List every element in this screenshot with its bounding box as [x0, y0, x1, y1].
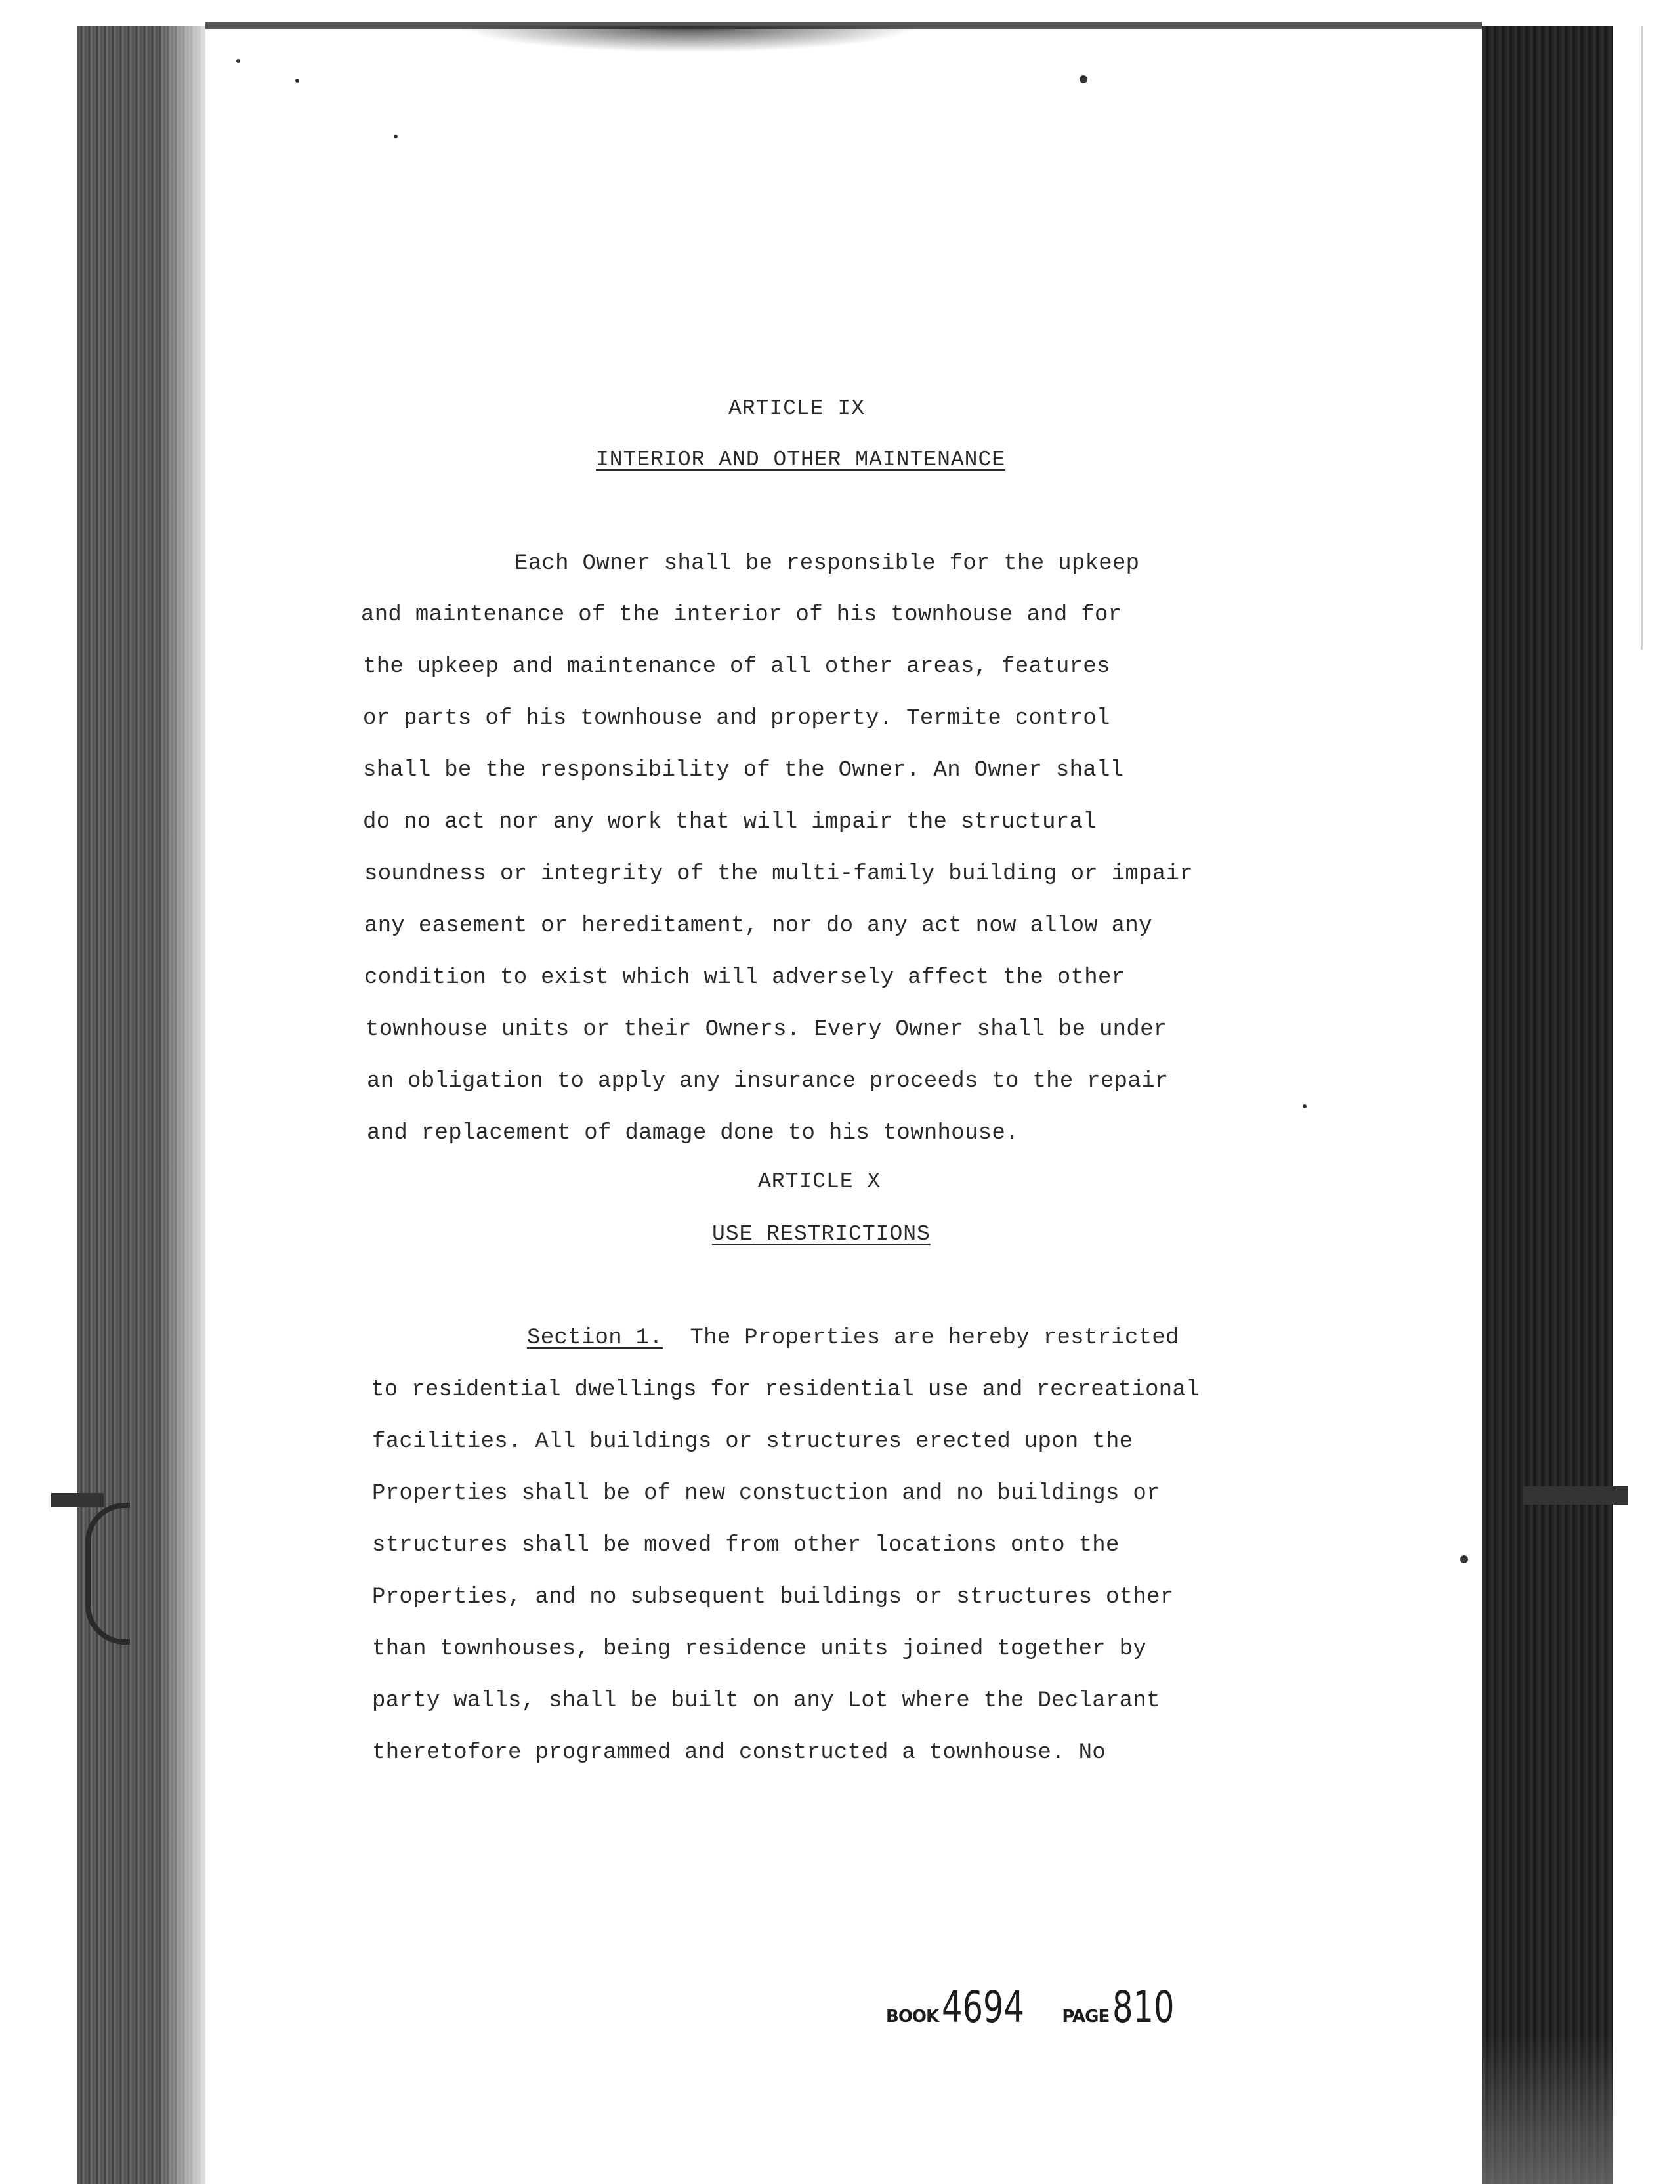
page-number: 810 — [1112, 1982, 1175, 2032]
body-line: the upkeep and maintenance of all other areas, features — [363, 654, 1110, 679]
body-line: an obligation to apply any insurance proceeds to the repair — [367, 1069, 1169, 1094]
section-1-label: Section 1. — [527, 1326, 663, 1351]
scan-right-rule — [1641, 26, 1643, 650]
body-line: any easement or hereditament, nor do any act now allow any — [364, 914, 1152, 938]
body-line-first — [527, 1326, 1179, 1351]
body-line: Each Owner shall be responsible for the upkeep — [514, 551, 1140, 576]
body-line: condition to exist which will adversely affect the other — [364, 965, 1125, 990]
body-line: and maintenance of the interior of his townhouse and for — [361, 602, 1122, 627]
binder-clip-right — [1522, 1486, 1628, 1505]
book-label: BOOK — [886, 2007, 939, 2026]
body-line: structures shall be moved from other locations onto the — [372, 1533, 1120, 1558]
scan-border-left-fade — [158, 26, 210, 2184]
page-label: PAGE — [1062, 2007, 1110, 2026]
body-line: or parts of his townhouse and property. Termite control — [363, 706, 1110, 731]
body-line: and replacement of damage done to his townhouse. — [367, 1121, 1019, 1146]
body-line: to residential dwellings for residential use and recreational — [371, 1377, 1200, 1402]
article-x-title: ARTICLE X — [758, 1169, 881, 1194]
body-line: theretofore programmed and constructed a townhouse. No — [372, 1740, 1106, 1765]
binder-clip-left — [51, 1493, 104, 1507]
body-line: Properties, and no subsequent buildings or structures other — [372, 1585, 1174, 1610]
body-line: townhouse units or their Owners. Every Owner shall be under — [366, 1017, 1167, 1042]
section-1-first-line: The Properties are hereby restricted — [690, 1326, 1179, 1351]
body-line: soundness or integrity of the multi-family building or impair — [364, 862, 1193, 887]
body-line: facilities. All buildings or structures erected upon the — [372, 1429, 1133, 1454]
speck-dot — [1303, 1104, 1307, 1108]
speck-dot — [236, 59, 240, 63]
scan-border-right — [1482, 26, 1613, 2184]
article-ix-subtitle: INTERIOR AND OTHER MAINTENANCE — [596, 448, 1006, 472]
body-line: than townhouses, being residence units joined together by — [372, 1637, 1147, 1662]
scan-top-smudge — [459, 26, 919, 52]
body-line: do no act nor any work that will impair the structural — [363, 810, 1097, 835]
book-page-stamp — [886, 1982, 1195, 2032]
book-number: 4694 — [942, 1982, 1025, 2032]
article-x-subtitle: USE RESTRICTIONS — [712, 1222, 931, 1246]
body-line: party walls, shall be built on any Lot where the Declarant — [372, 1689, 1160, 1713]
speck-dot — [394, 135, 398, 138]
article-ix-title: ARTICLE IX — [728, 396, 866, 421]
body-line: Properties shall be of new constuction and no buildings or — [372, 1481, 1160, 1506]
speck-dot — [1460, 1555, 1468, 1563]
body-line: shall be the responsibility of the Owner. An Owner shall — [363, 758, 1124, 783]
speck-dot — [295, 79, 299, 83]
scan-border-right-fade — [1482, 2034, 1613, 2184]
speck-dot — [1080, 75, 1087, 83]
binder-clip-left-arc — [85, 1503, 130, 1645]
